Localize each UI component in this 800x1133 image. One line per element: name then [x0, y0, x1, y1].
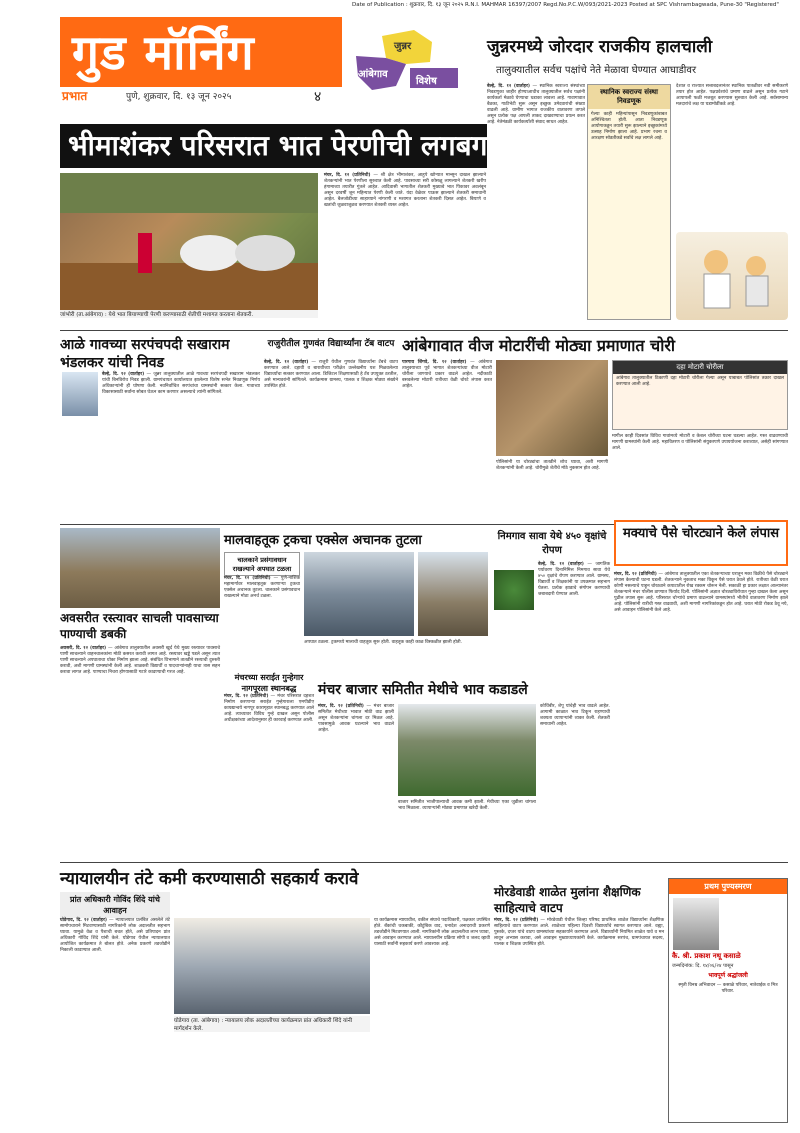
obituary-name: कै. श्री. प्रकाश नथू कसाळे: [672, 952, 741, 960]
junnar-sidebar-title: स्थानिक स्वराज्य संस्था निवडणूक: [588, 85, 670, 109]
junnar-subhead: तालुक्यातील सर्वच पक्षांचे नेते मेळावा घेण्यात आघाडीवर: [496, 65, 697, 76]
court-body-2: या कार्यक्रमास न्यायाधीश, वकील संघाचे पदाधिकारी, पक्षकार उपस्थित होते. बँकांची थकबाकी, कौटुंबिक वाद, धनादेश अनादराची प्रकरणे तडजोडीने मिटवण्यात आली. नागरिकांनी लोक अदालतीचा लाभ घ्यावा, असे आवाहन करण्यात आले. न्यायालयीन प्रक्रिया सोपी व जलद व्हावी यासाठी सर्वांनी सहकार्य करणे आवश्यक आहे.: [374, 918, 490, 947]
court-photo: [174, 918, 370, 1014]
aale-headline: आळे गावच्या सरपंचपदी सखाराम भंडलकर यांची निवड: [60, 337, 230, 371]
truck-photo-1: [304, 552, 414, 636]
theft-box-title: दहा मोटारी चोरीला: [613, 361, 787, 374]
obituary-photo: [673, 898, 719, 950]
methi-body-2: बाजार समितीत भाजीपाल्याची आवक कमी झाली. मेथीच्या एका जुडीला चांगला भाव मिळाला. व्यापाऱ्यांनी मोठ्या प्रमाणात खरेदी केली.: [398, 800, 536, 811]
brand-name: प्रभात: [62, 89, 88, 103]
guntha-headline: मंचरच्या सराईत गुन्हेगार नागपूरला स्थानबद्ध: [234, 673, 304, 693]
truck-photo-2: [418, 552, 488, 636]
court-headline: न्यायालयीन तंटे कमी करण्यासाठी सहकार्य करावे: [60, 869, 359, 889]
publication-dateline: Date of Publication : शुक्रवार, दि. १३ जून २०२५ R.N.I. MAHMAR 16397/2007 Regd.No.P.C.W/093/2021-2023 Posted at SPC Vishrambagwada, Pune-30 "Registered": [352, 2, 779, 8]
methi-headline: मंचर बाजार समितीत मेथीचे भाव कडाडले: [318, 682, 528, 698]
tab-body: बेल्हे, दि. १२ (वार्ताहर) — राजुरी येथील गुणवंत विद्यार्थ्यांना टॅबचे वाटप करण्यात आले. दहावी व बारावीच्या परीक्षेत उल्लेखनीय यश मिळवलेल्या विद्यार्थ्यांचा सत्कार करण्यात आला. डिजिटल शिक्षणासाठी हे टॅब उपयुक्त ठरतील, असे मान्यवरांनी सांगितले. कार्यक्रमास ग्रामस्थ, पालक व शिक्षक मोठ्या संख्येने उपस्थित होते.: [264, 360, 398, 389]
masthead-strip: [60, 85, 342, 105]
badge-top: जुन्नर: [394, 41, 412, 52]
motor-photo: [496, 360, 608, 456]
makka-headline: मक्याचे पैसे चोरट्याने केले लंपास: [622, 526, 780, 541]
makka-headline-box: [614, 520, 788, 566]
obituary-title: प्रथम पुण्यस्मरण: [669, 879, 787, 894]
road-body: अवसरी, दि. १२ (वार्ताहर) — आंबेगाव तालुक्यातील अवसरी खुर्द येथे मुख्य रस्त्यावर पावसाचे पाणी साचल्याने वाहनचालकांना मोठी कसरत करावी लागत आहे. रस्त्यावर खड्डे पडले असून त्यात पाणी साचल्याने अपघाताचा धोका निर्माण झाला आहे. संबंधित विभागाने तातडीने रस्त्याची दुरुस्ती करावी, अशी मागणी ग्रामस्थांनी केली आहे. शाळकरी विद्यार्थी व पादचाऱ्यांनाही याचा त्रास सहन करावा लागत आहे. पाण्याचा निचरा होण्यासाठी गटारे काढण्याची गरज आहे.: [60, 646, 220, 675]
court-body: घोडेगाव, दि. १२ (वार्ताहर) — न्यायालयात प्रलंबित असलेले तंटे सामोपचाराने मिटवण्यासाठी नागरिकांनी लोक अदालतीत सहभाग घ्यावा. यामुळे वेळ व पैशाची बचत होते, असे प्रतिपादन प्रांत अधिकारी गोविंद शिंदे यांनी केले. घोडेगाव येथील न्यायालयात आयोजित कार्यक्रमात ते बोलत होते. अनेक प्रकरणे तडजोडीने निकाली काढण्यात आली.: [60, 918, 170, 953]
region-badge: [352, 26, 464, 104]
page-number: ४: [314, 89, 322, 105]
truck-dateline: मंचर, दि. १२ (प्रतिनिधी): [224, 576, 271, 581]
truck-subhead: चालकाने प्रसंगावधान राखल्याने अपघात टळला: [224, 552, 300, 576]
court-caption: घोडेगाव (ता. आंबेगाव) : न्यायालय लोक अदालतीच्या कार्यक्रमात प्रांत अधिकारी शिंदे यांनी मार्गदर्शन केले.: [174, 1016, 370, 1032]
theft-dateline: पारगाव शिंगवे, दि. १२ (वार्ताहर): [402, 360, 467, 365]
junnar-dateline: बेल्हे, दि. १२ (वार्ताहर): [487, 84, 530, 89]
theft-box: दहा मोटारी चोरीला आंबेगाव तालुक्यातील ठिकाणी दहा मोटारी चोरीला गेल्या असून याबाबत पोलिसांत तक्रार दाखल करण्यात आली आहे.: [612, 360, 788, 430]
guntha-body: मंचर, दि. १२ (प्रतिनिधी) — मंचर परिसरात दहशत निर्माण करणाऱ्या सराईत गुन्हेगाराला एमपीडीए कायद्यान्वये नागपूर कारागृहात स्थानबद्ध करण्यात आले आहे. त्याच्यावर विविध गुन्हे दाखल असून पोलीस अधीक्षकांच्या आदेशानुसार ही कारवाई करण्यात आली.: [224, 694, 314, 723]
nimgaon-headline: निमगाव सावा येथे ४५० वृक्षांचे रोपण: [497, 531, 607, 556]
road-dateline: अवसरी, दि. १२ (वार्ताहर): [60, 646, 107, 651]
methi-body-3: कोथिंबीर, शेपू यांचेही भाव वाढले आहेत. आगामी काळात भाव टिकून राहण्याची शक्यता व्यापाऱ्यांनी व्यक्त केली. शेतकरी समाधानी आहेत.: [540, 704, 610, 727]
junnar-sidebar-body: गेल्या काही महिन्यांपासून निवडणुकांबाबत अनिश्चितता होती. आता निवडणूक आयोगाकडून तयारी सुरू झाल्याने इच्छुकांमध्ये उत्साह निर्माण झाला आहे. प्रभाग रचना व आरक्षण सोडतीकडे सर्वांचे लक्ष लागले आहे.: [591, 112, 667, 141]
masthead-title: गुड मॉर्निंग: [72, 25, 255, 81]
aale-body: बेल्हे, दि. १२ (वार्ताहर) — जुन्नर तालुक्यातील आळे गावच्या सरपंचपदी सखाराम भंडलकर यांची बिनविरोध निवड झाली. ग्रामपंचायत कार्यालयात झालेल्या विशेष सभेत निवडणूक निर्णय अधिकाऱ्यांनी ही घोषणा केली. नवनिर्वाचित सरपंचांचा ग्रामस्थांनी सत्कार केला. गावाच्या विकासासाठी सर्वांना सोबत घेऊन काम करणार असल्याचे त्यांनी सांगितले.: [102, 372, 260, 395]
junnar-body: बेल्हे, दि. १२ (वार्ताहर) — स्थानिक स्वराज्य संस्थांच्या निवडणुका जाहीर होण्याआधीच तालुक्यातील सर्वच पक्षांनी कार्यकर्ता मेळावे घेण्याचा धडाका लावला आहे. गावागावात बैठका, गाठीभेटी सुरू असून इच्छुक उमेदवारांची संख्या वाढली आहे. ग्रामीण भागात राजकीय वातावरण तापले असून प्रत्येक पक्ष आपली ताकद दाखवण्याचा प्रयत्न करत आहे. नेतेमंडळी कार्यकर्त्यांशी संवाद साधत आहेत.: [487, 84, 585, 125]
makka-body: मंचर, दि. १२ (प्रतिनिधी) — आंबेगाव तालुक्यातील एका शेतकऱ्याच्या घरातून मका विक्रीचे पैसे चोरट्याने लंपास केल्याची घटना घडली. शेतकऱ्याने नुकताच मका विकून पैसे घरात ठेवले होते. रात्रीच्या वेळी घरात कोणी नसल्याचे पाहून चोरट्याने कपाटातील रोख रक्कम चोरून नेली. सकाळी हा प्रकार लक्षात आल्यानंतर शेतकऱ्याने मंचर पोलीस ठाण्यात फिर्याद दिली. पोलिसांनी अज्ञात चोरट्याविरोधात गुन्हा दाखल केला असून पुढील तपास सुरू आहे. परिसरात चोऱ्यांचे प्रमाण वाढल्याने ग्रामस्थांमध्ये भीतीचे वातावरण निर्माण झाले आहे. पोलिसांनी रात्रीची गस्त वाढवावी, अशी मागणी नागरिकांकडून होत आहे. घरात मोठी रोकड ठेवू नये, असे आवाहन पोलिसांनी केले आहे.: [614, 572, 788, 613]
truck-body-2: अपघात टळला. ट्रकमध्ये मालाची वाहतूक सुरू होती. वाहतूक काही काळ विस्कळीत झाली होती.: [304, 640, 463, 645]
obituary-box: [668, 878, 788, 1123]
bhimashankar-headline: भीमाशंकर परिसरात भात पेरणीची लगबग: [60, 124, 487, 168]
theft-body: पारगाव शिंगवे, दि. १२ (वार्ताहर) — आंबेगाव तालुक्याच्या पूर्व भागात शेतकऱ्यांच्या वीज मोटारी चोरीला जाण्याचे प्रकार वाढले आहेत. नदीकाठी बसवलेल्या मोटारी रात्रीच्या वेळी चोरटे लंपास करत आहेत.: [402, 360, 492, 389]
obituary-family: स्मृती विनम्र अभिवादन — कसाळे परिवार, नातेवाईक व मित्र परिवार.: [678, 983, 778, 994]
tab-headline: राजुरीतील गुणवंत विद्यार्थ्यांना टॅब वाटप: [267, 339, 395, 349]
makka-dateline: मंचर, दि. १२ (प्रतिनिधी): [614, 572, 657, 577]
theft-body-2: पोलिसांनी या चोरट्यांचा तातडीने शोध घ्यावा, अशी मागणी शेतकऱ्यांनी केली आहे. चोरीमुळे शेतीचे मोठे नुकसान होत आहे.: [496, 460, 608, 471]
masthead: [60, 17, 342, 105]
methi-body: मंचर, दि. १२ (प्रतिनिधी) — मंचर बाजार समितीत मेथीच्या भावात मोठी वाढ झाली असून शेतकऱ्यांना चांगला दर मिळत आहे. पावसामुळे आवक घटल्याने भाव वाढले आहेत.: [318, 704, 394, 733]
bhimashankar-body: मंचर, दि. १२ (प्रतिनिधी) — श्री क्षेत्र भीमाशंकर, आहुपे खोऱ्यात मान्सून दाखल झाल्याने शेतकऱ्यांनी भात पेरणीला सुरुवात केली आहे. पावसाच्या सरी कोसळू लागल्याने शेतकरी खरीप हंगामाच्या तयारीत गुंतले आहेत. आदिवासी भागातील शेतकरी मुख्यत्वे भात पिकावर अवलंबून असून दरवर्षी जून महिन्यात पेरणी केली जाते. यंदा वेळेवर पाऊस झाल्याने शेतकरी समाधानी आहेत. बैलजोडीच्या साहाय्याने नांगरणी व मशागत करताना शेतकरी दिसत आहेत. बियाणे व खतांची जुळवाजुळव करण्यात शेतकरी व्यस्त आहेत.: [324, 173, 486, 208]
guntha-dateline: मंचर, दि. १२ (प्रतिनिधी): [224, 694, 269, 699]
market-photo: [398, 704, 536, 796]
truck-body: मंचर, दि. १२ (प्रतिनिधी) — पुणे-नाशिक महामार्गावर मालवाहतूक करणाऱ्या ट्रकचा एक्सेल अचानक तुटला. चालकाने प्रसंगावधान राखल्याने मोठा अनर्थ टळला.: [224, 576, 300, 599]
politician-cartoon-icon: [676, 232, 788, 320]
morde-headline: मोरडेवाडी शाळेत मुलांना शैक्षणिक साहित्याचे वाटप: [494, 885, 641, 915]
road-photo: [60, 528, 220, 608]
truck-headline: मालवाहतूक ट्रकचा एक्सेल अचानक तुटला: [224, 533, 422, 548]
issue-date: पुणे, शुक्रवार, दि. १३ जून २०२५: [126, 92, 232, 102]
morde-body: मंचर, दि. १२ (प्रतिनिधी) — मोरडेवाडी येथील जिल्हा परिषद प्राथमिक शाळेत विद्यार्थ्यांना शैक्षणिक साहित्याचे वाटप करण्यात आले. शाळेच्या पहिल्या दिवशी विद्यार्थ्यांचे स्वागत करण्यात आले. वह्या, पुस्तके, दप्तर यांचे वाटप ग्रामस्थांच्या सहकार्याने करण्यात आले. विद्यार्थ्यांनी नियमित शाळेत यावे व मन लावून अभ्यास करावा, असे आवाहन मुख्याध्यापकांनी केले. कार्यक्रमास सरपंच, ग्रामपंचायत सदस्य, पालक व शिक्षक उपस्थित होते.: [494, 918, 664, 947]
methi-dateline: मंचर, दि. १२ (प्रतिनिधी): [318, 704, 364, 709]
obituary-note: भावपूर्ण श्रद्धांजली: [708, 972, 748, 979]
oxen-plough-icon: [60, 173, 318, 315]
junnar-body-2: देशात व राज्यात सत्ताबदलानंतर स्थानिक पातळीवर नवी समीकरणे तयार होत आहेत. पक्षप्रवेशांचे प्रमाण वाढले असून प्रत्येक गटाने आपापली फळी मजबूत करण्यास सुरुवात केली आहे. सर्वसामान्य मतदारांचे लक्ष या घडामोडींकडे आहे.: [676, 84, 788, 107]
court-dateline: घोडेगाव, दि. १२ (वार्ताहर): [60, 918, 107, 923]
badge-right: विशेष: [416, 76, 437, 87]
badge-left: आंबेगाव: [358, 69, 388, 80]
theft-body-3: मागील काही दिवसांत विविध गावांमध्ये मोटारी व केबल चोरीच्या घटना घडल्या आहेत. गस्त वाढवण्याची मागणी ग्रामस्थांनी केली आहे. महावितरण व पोलिसांनी संयुक्तपणे उपाययोजना कराव्यात, असेही सांगण्यात आले.: [612, 434, 788, 451]
nimgaon-dateline: बेल्हे, दि. १२ (वार्ताहर): [538, 562, 584, 567]
morde-dateline: मंचर, दि. १२ (प्रतिनिधी): [494, 918, 539, 923]
court-subhead: प्रांत अधिकारी गोविंद शिंदे यांचे आवाहन: [60, 892, 170, 918]
obituary-dates: जन्मदिनांक: दि. १४/०६/२४ पासून: [672, 963, 734, 969]
junnar-headline: जुन्नरमध्ये जोरदार राजकीय हालचाली: [487, 37, 713, 57]
bhimashankar-dateline: मंचर, दि. १२ (प्रतिनिधी): [324, 173, 371, 178]
cartoon-illustration: [676, 232, 788, 320]
farming-photo: [60, 173, 318, 315]
tab-dateline: बेल्हे, दि. १२ (वार्ताहर): [264, 360, 309, 365]
theft-headline: आंबेगावात वीज मोटारींची मोठ्या प्रमाणात चोरी: [402, 336, 676, 355]
nimgaon-body: बेल्हे, दि. १२ (वार्ताहर) — जागतिक पर्यावरण दिनानिमित्त निमगाव सावा येथे ४५० वृक्षांचे रोपण करण्यात आले. ग्रामस्थ, विद्यार्थी व शिक्षकांनी या उपक्रमात सहभाग घेतला. प्रत्येक झाडाचे संगोपन करण्याची जबाबदारी घेण्यात आली.: [538, 562, 610, 597]
farming-caption: जांभोरी (ता.आंबेगाव) : येथे भात बियाण्याची पेरणी करण्यासाठी शेतीची मशागत करताना शेतकरी.: [60, 310, 318, 318]
junnar-sidebar: [587, 84, 671, 320]
aale-dateline: बेल्हे, दि. १२ (वार्ताहर): [102, 372, 145, 377]
road-headline: अवसरीत रस्त्यावर साचली पावसाच्या पाण्याची डबकी: [60, 611, 219, 641]
